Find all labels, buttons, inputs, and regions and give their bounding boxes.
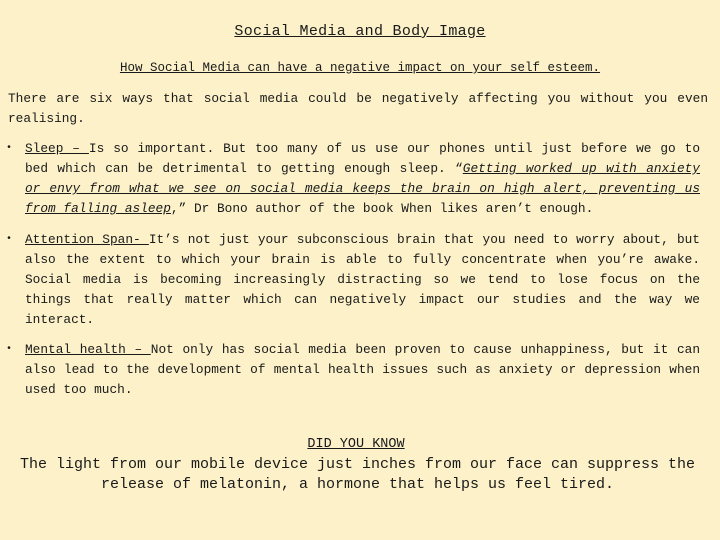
- bullet-item-mental-health: [6, 340, 700, 400]
- bullet-item-sleep: [6, 139, 700, 219]
- bullet-dot-icon: •: [6, 344, 13, 355]
- bullet-item-attention-span: [6, 230, 700, 330]
- page-title: Social Media and Body Image: [234, 23, 486, 40]
- bullet-list: [6, 139, 700, 411]
- bullet-text-after: ,” Dr Bono author of the book When likes aren’t enough.: [170, 201, 594, 216]
- bullet-text: It’s not just your subconscious brain that you need to worry about, but also the extent to which your brain is able to fully concentrate when you’re awake. Social media is becoming increasingly distracting so we tend to lose focus on the things that really matter which can negatively impact our studies and the way we interact.: [25, 231, 700, 327]
- bullet-quote: Getting worked up with anxiety or envy from what we see on social media keeps the brain on high alert, preventing us from falling asleep: [25, 161, 700, 216]
- did-you-know-heading: DID YOU KNOW: [307, 437, 405, 452]
- bullet-heading: Mental health –: [25, 342, 151, 357]
- bullet-text: Not only has social media been proven to cause unhappiness, but it can also lead to the development of mental health issues such as anxiety or depression when used too much.: [25, 342, 701, 397]
- bullet-heading: Attention Span-: [25, 231, 149, 247]
- bullet-heading: Sleep –: [25, 141, 89, 156]
- page-subtitle: How Social Media can have a negative impact on your self esteem.: [119, 61, 601, 75]
- intro-paragraph: There are six ways that social media could be negatively affecting you without you even realising.: [8, 91, 708, 126]
- bullet-text: Is so important. But too many of us use our phones until just before we go to bed which can be detrimental to getting enough sleep. “: [25, 141, 701, 176]
- bullet-dot-icon: •: [6, 143, 13, 154]
- did-you-know-text: The light from our mobile device just inches from our face can suppress the release of melatonin, a hormone that helps us feel tired.: [19, 456, 696, 493]
- bullet-dot-icon: •: [6, 233, 13, 245]
